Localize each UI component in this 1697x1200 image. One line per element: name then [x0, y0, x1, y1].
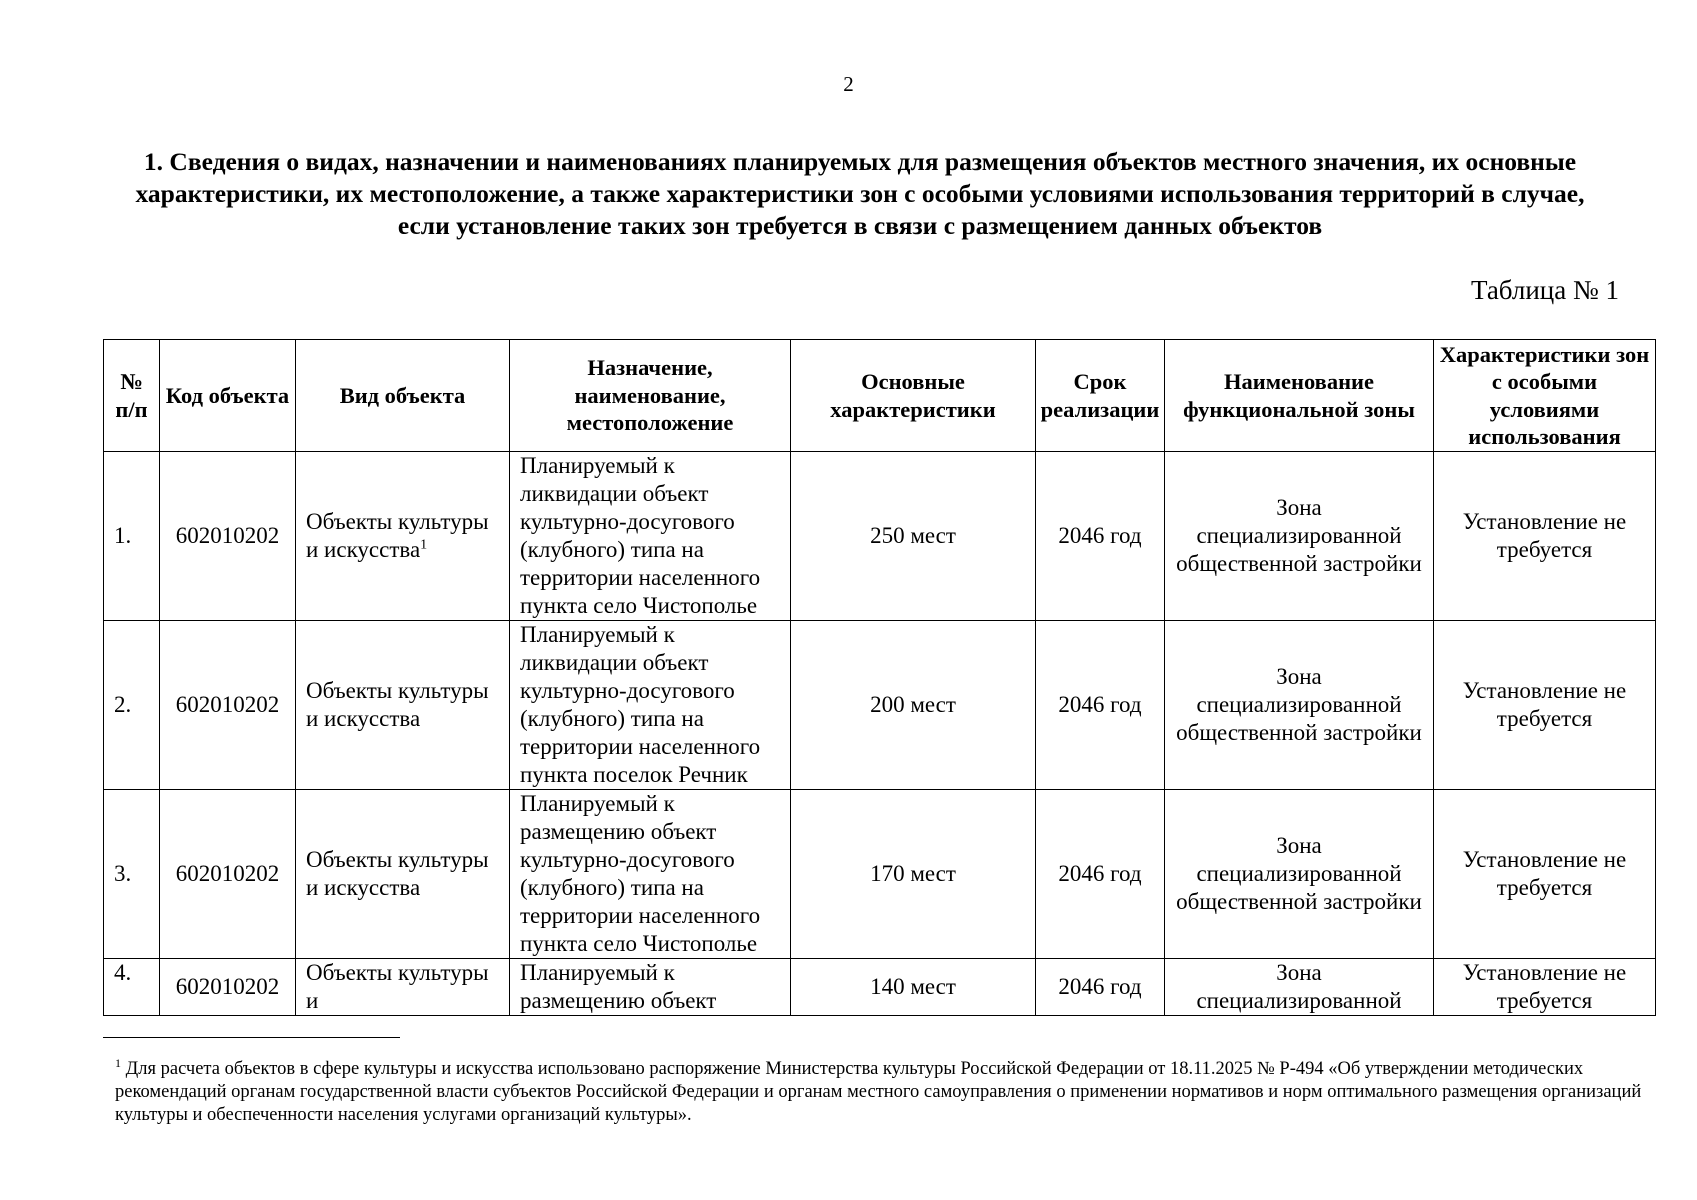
row-num: 1. — [104, 452, 160, 621]
table-row — [104, 790, 1656, 959]
row-characteristics: 200 мест — [791, 621, 1036, 790]
row-num: 3. — [104, 790, 160, 959]
row-code: 602010202 — [160, 790, 296, 959]
header-type: Вид объекта — [296, 340, 510, 452]
row-term: 2046 год — [1036, 959, 1165, 1016]
row-characteristics: 170 мест — [791, 790, 1036, 959]
header-term: Срок реализации — [1036, 340, 1165, 452]
table-header-row — [104, 340, 1656, 452]
row-code: 602010202 — [160, 621, 296, 790]
page-number: 2 — [843, 72, 854, 96]
row-special-zones: Установление не требуется — [1434, 959, 1656, 1016]
row-characteristics: 140 мест — [791, 959, 1036, 1016]
header-zone: Наименование функциональной зоны — [1165, 340, 1434, 452]
header-special-zones: Характеристики зон с особыми условиями использования — [1434, 340, 1656, 452]
footnote — [115, 1055, 1645, 1127]
row-purpose: Планируемый к размещению объект культурно-досугового (клубного) типа на территории населенного пункта село Чистополье — [510, 790, 791, 959]
row-term: 2046 год — [1036, 621, 1165, 790]
footnote-mark: 1 — [115, 1055, 121, 1070]
row-special-zones: Установление не требуется — [1434, 452, 1656, 621]
row-purpose: Планируемый к размещению объект — [510, 959, 791, 1016]
table-row — [104, 452, 1656, 621]
row-zone: Зона специализированной общественной застройки — [1165, 790, 1434, 959]
table-caption: Таблица № 1 — [1471, 275, 1619, 305]
row-zone: Зона специализированной общественной застройки — [1165, 452, 1434, 621]
row-type: Объекты культуры и искусства — [296, 790, 510, 959]
objects-table — [103, 339, 1656, 1016]
row-term: 2046 год — [1036, 790, 1165, 959]
row-code: 602010202 — [160, 959, 296, 1016]
row-code: 602010202 — [160, 452, 296, 621]
header-characteristics: Основные характеристики — [791, 340, 1036, 452]
row-type: Объекты культуры и — [296, 959, 510, 1016]
row-num: 2. — [104, 621, 160, 790]
header-num: № п/п — [104, 340, 160, 452]
row-special-zones: Установление не требуется — [1434, 790, 1656, 959]
row-zone: Зона специализированной общественной застройки — [1165, 621, 1434, 790]
footnote-text: Для расчета объектов в сфере культуры и искусства использовано распоряжение Министерства культуры Российской Федерации от 18.11.2025 № Р-494 «Об утверждении методических рекомендаций органам государственной власти субъектов Российской Федерации и органам местного самоуправления о применении нормативов и норм оптимального размещения организаций культуры и обеспеченности населения услугами организаций культуры». — [115, 1059, 1642, 1125]
row-special-zones: Установление не требуется — [1434, 621, 1656, 790]
table-row — [104, 959, 1656, 1016]
footnote-divider — [103, 1037, 400, 1038]
footnote-ref: 1 — [420, 537, 428, 553]
table-row — [104, 621, 1656, 790]
header-purpose: Назначение, наименование, местоположение — [510, 340, 791, 452]
row-type — [296, 452, 510, 621]
row-purpose: Планируемый к ликвидации объект культурно-досугового (клубного) типа на территории населенного пункта поселок Речник — [510, 621, 791, 790]
section-title: 1. Сведения о видах, назначении и наименованиях планируемых для размещения объектов местного значения, их основные характеристики, их местоположение, а также характеристики зон с особыми условиями использования территорий в случае, если установление таких зон требуется в связи с размещением данных объектов — [135, 147, 1585, 240]
row-type-text: Объекты культуры и искусства — [306, 509, 489, 562]
row-purpose: Планируемый к ликвидации объект культурно-досугового (клубного) типа на территории населенного пункта село Чистополье — [510, 452, 791, 621]
header-code: Код объекта — [160, 340, 296, 452]
row-term: 2046 год — [1036, 452, 1165, 621]
row-type: Объекты культуры и искусства — [296, 621, 510, 790]
row-characteristics: 250 мест — [791, 452, 1036, 621]
row-num: 4. — [104, 959, 160, 1016]
row-zone: Зона специализированной — [1165, 959, 1434, 1016]
